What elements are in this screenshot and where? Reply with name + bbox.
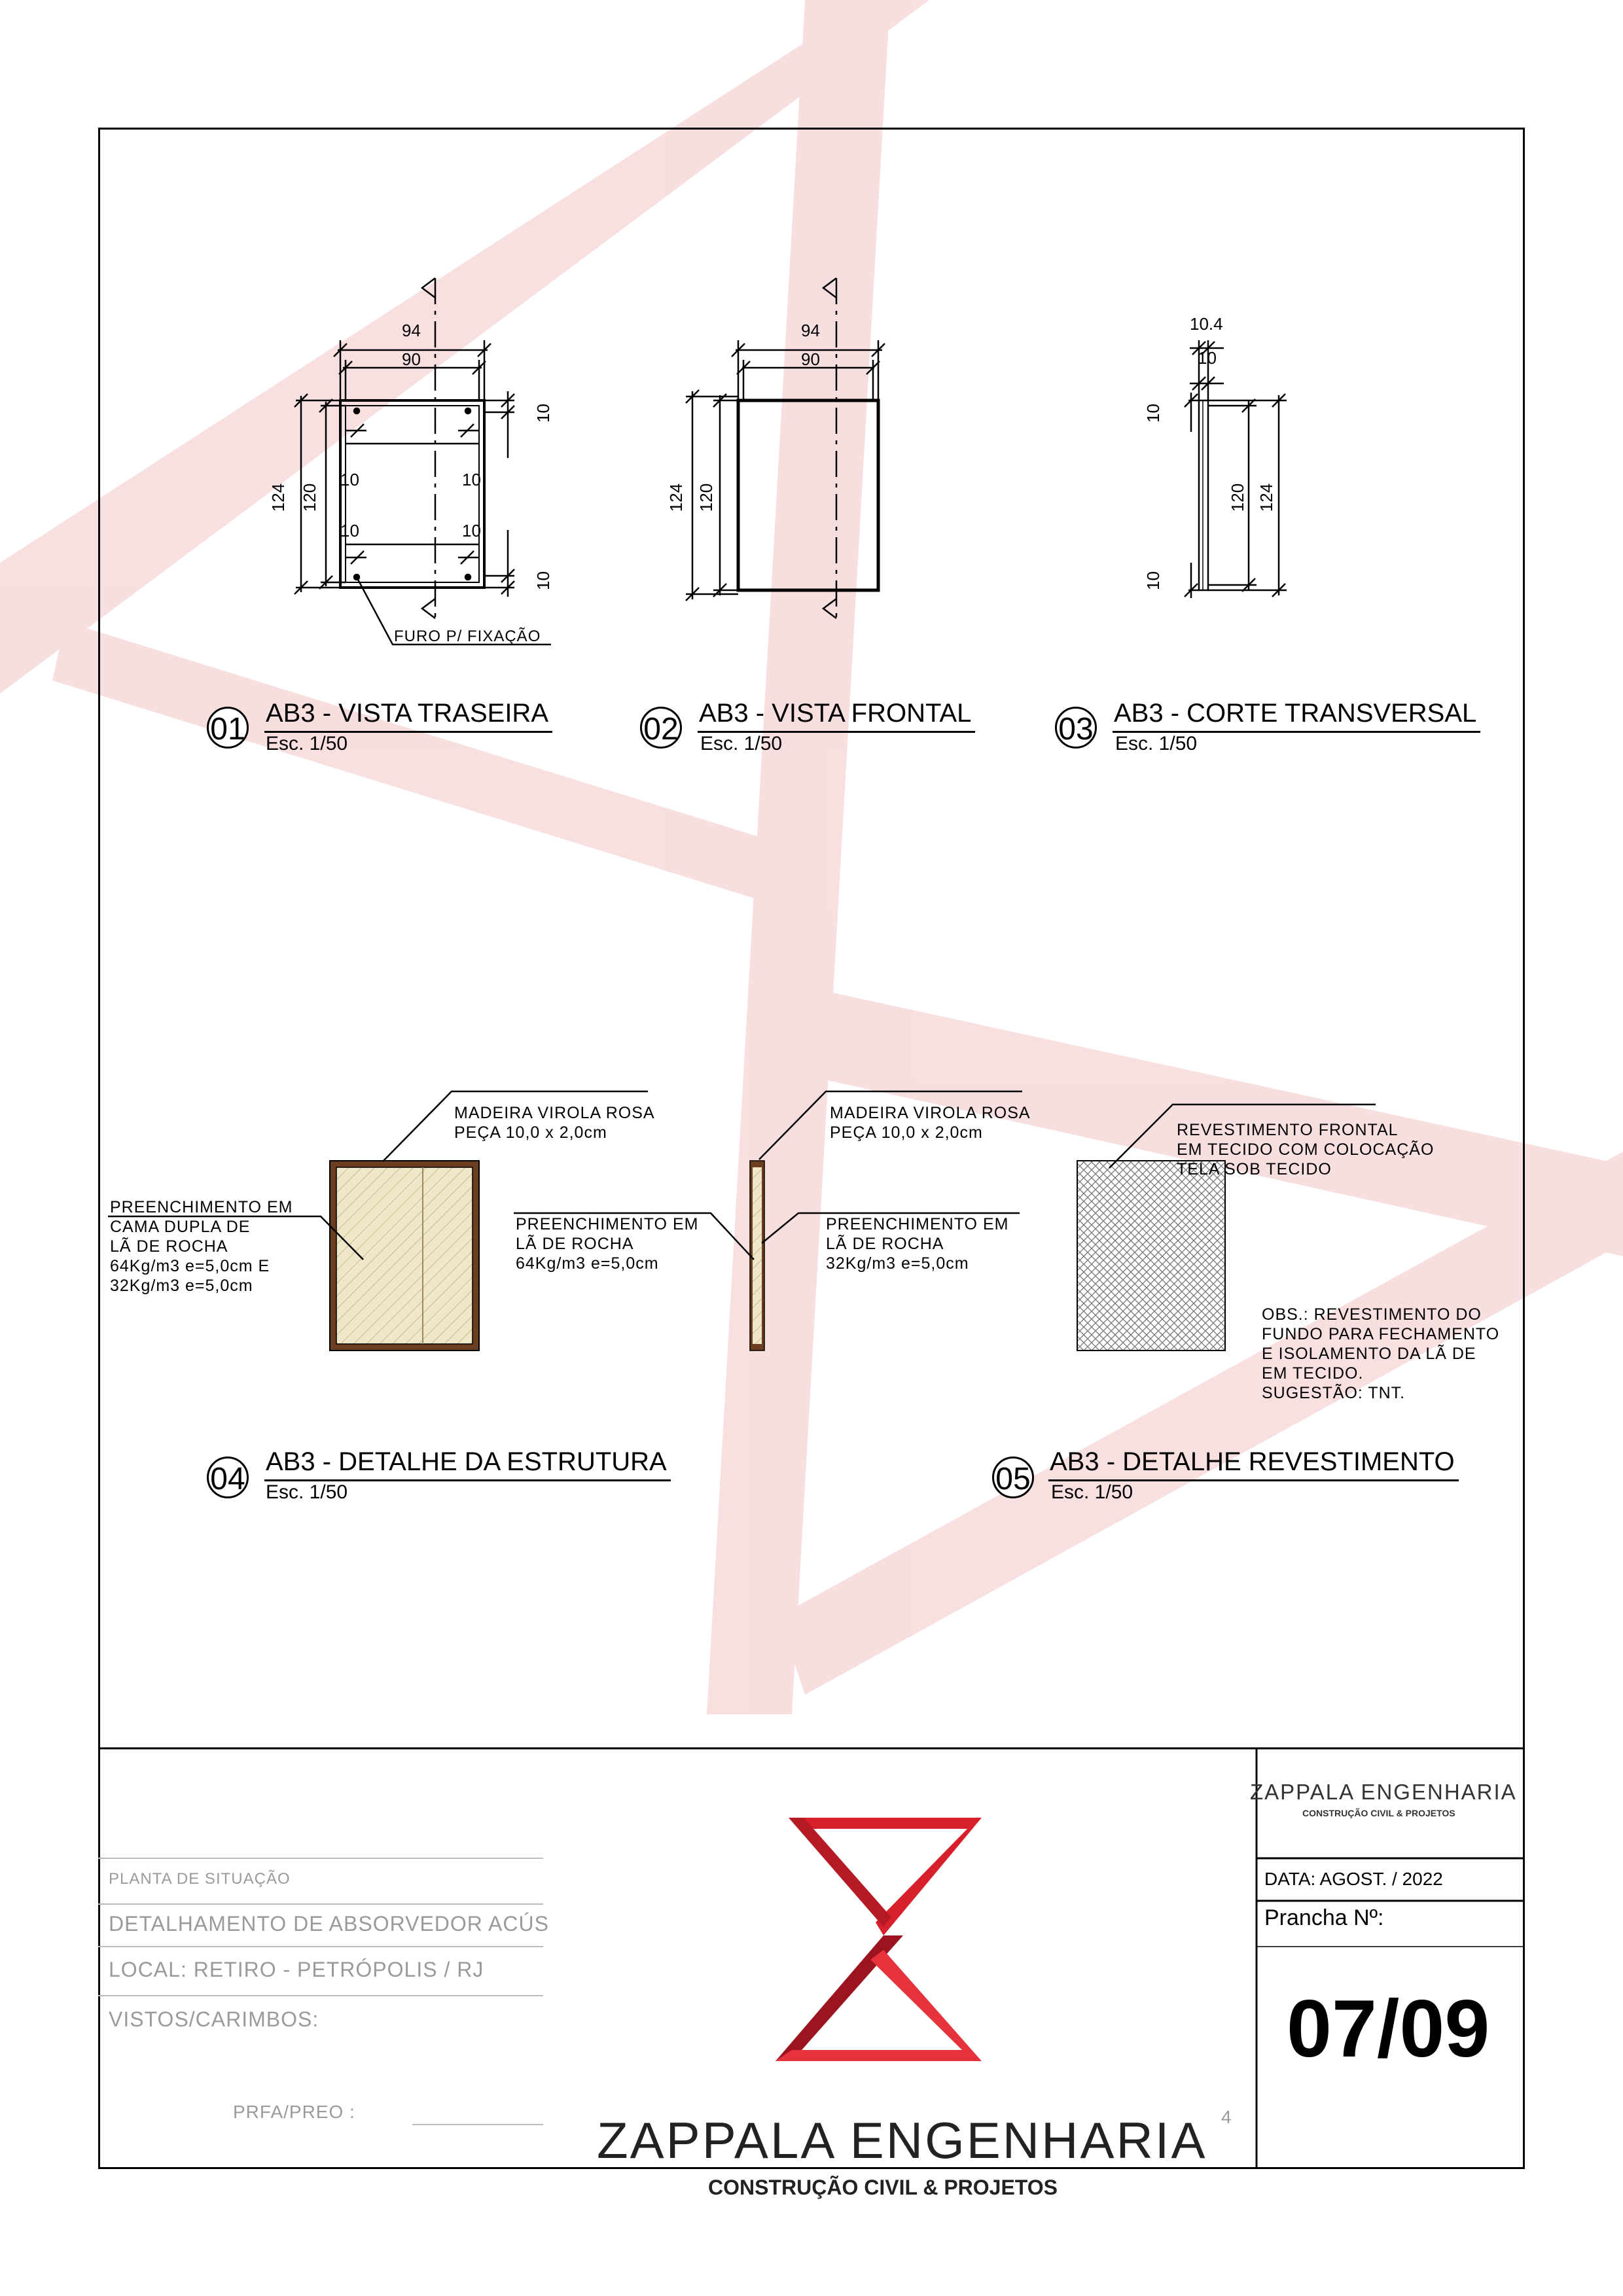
tb-local-label: LOCAL: RETIRO - PETRÓPOLIS / RJ	[109, 1958, 484, 1981]
view-03-title: AB3 - CORTE TRANSVERSAL	[1113, 699, 1480, 733]
brand-logo-name: ZAPPALA ENGENHARIA	[597, 2111, 1207, 2169]
tb-prefa-label: PRFA/PREO :	[233, 2102, 355, 2122]
v01-dim-bottom-margin: 10	[533, 571, 553, 590]
view-01-scale: Esc. 1/50	[266, 733, 348, 754]
v03-dim-t-inner: 10	[1198, 348, 1217, 368]
view-05-number: 05	[992, 1457, 1034, 1498]
v01-dim-w-outer: 94	[402, 321, 421, 340]
v01-dim-w-inner: 90	[402, 349, 421, 369]
view-03-scale: Esc. 1/50	[1115, 733, 1198, 754]
v01-dim-left-b: 10	[340, 521, 359, 540]
v03-dim-h-inner: 120	[1228, 483, 1248, 512]
view-01-drawing	[294, 278, 551, 645]
v03-dim-bottom: 10	[1143, 571, 1163, 590]
v03-dim-t-outer: 10.4	[1190, 314, 1223, 334]
tb-prancha-value: 07/09	[1287, 1984, 1490, 2074]
v01-dim-right-a: 10	[462, 470, 481, 489]
v03-dim-h-outer: 124	[1257, 483, 1277, 512]
note-04-fill: PREENCHIMENTO EM CAMA DUPLA DE LÃ DE ROCHA 64Kg/m3 e=5,0cm E 32Kg/m3 e=5,0cm	[110, 1198, 293, 1295]
view-01-title: AB3 - VISTA TRASEIRA	[264, 699, 552, 733]
v01-dim-h-outer: 124	[268, 483, 289, 512]
note-04-wood-b: MADEIRA VIROLA ROSA PEÇA 10,0 x 2,0cm	[830, 1104, 1031, 1142]
note-05-obs: OBS.: REVESTIMENTO DO FUNDO PARA FECHAMENTO E ISOLAMENTO DA LÃ DE EM TECIDO. SUGESTÃO: TNT.	[1262, 1305, 1500, 1402]
tb-prancha-label: Prancha Nº:	[1264, 1905, 1384, 1930]
v01-hole-label: FURO P/ FIXAÇÃO	[394, 627, 541, 645]
v02-dim-h-inner: 120	[696, 483, 717, 512]
v02-dim-w-outer: 94	[801, 321, 820, 340]
v01-dim-right-b: 10	[462, 521, 481, 540]
tb-stray-number: 4	[1221, 2107, 1232, 2127]
view-05-scale: Esc. 1/50	[1051, 1481, 1133, 1503]
view-03-number: 03	[1055, 707, 1097, 749]
note-04-wood: MADEIRA VIROLA ROSA PEÇA 10,0 x 2,0cm	[454, 1104, 655, 1142]
v02-dim-h-outer: 124	[666, 483, 687, 512]
view-04-number: 04	[207, 1457, 249, 1498]
brand-logo-tagline: CONSTRUÇÃO CIVIL & PROJETOS	[708, 2176, 1058, 2199]
note-04-fill-c: PREENCHIMENTO EM LÃ DE ROCHA 32Kg/m3 e=5,0cm	[826, 1215, 1009, 1273]
view-04-title: AB3 - DETALHE DA ESTRUTURA	[264, 1447, 671, 1481]
v01-dim-h-inner: 120	[300, 483, 320, 512]
tb-vistos-label: VISTOS/CARIMBOS:	[109, 2007, 319, 2031]
v01-dim-top-margin: 10	[533, 404, 553, 423]
tb-small-logo-tagline: CONSTRUÇÃO CIVIL & PROJETOS	[1302, 1808, 1455, 1818]
view-03-drawing	[1185, 340, 1287, 598]
tb-small-logo-name: ZAPPALA ENGENHARIA	[1250, 1780, 1517, 1804]
note-04-fill-b: PREENCHIMENTO EM LÃ DE ROCHA 64Kg/m3 e=5,0cm	[516, 1215, 699, 1273]
v02-dim-w-inner: 90	[801, 349, 820, 369]
view-02-drawing	[686, 278, 885, 618]
tb-data: DATA: AGOST. / 2022	[1264, 1869, 1443, 1889]
brand-logo-mark	[776, 1818, 982, 2061]
v01-dim-left-a: 10	[340, 470, 359, 489]
view-02-number: 02	[640, 707, 682, 749]
view-02-scale: Esc. 1/50	[700, 733, 783, 754]
view-02-title: AB3 - VISTA FRONTAL	[698, 699, 975, 733]
tb-planta-label: PLANTA DE SITUAÇÃO	[109, 1870, 291, 1888]
note-05-revestimento: REVESTIMENTO FRONTAL EM TECIDO COM COLOCAÇÃO TELA SOB TECIDO	[1177, 1121, 1435, 1178]
tb-detalhamento-label: DETALHAMENTO DE ABSORVEDOR ACÚS	[109, 1912, 549, 1935]
view-01-number: 01	[207, 707, 249, 749]
v03-dim-top: 10	[1143, 404, 1163, 423]
view-05-title: AB3 - DETALHE REVESTIMENTO	[1048, 1447, 1459, 1481]
view-04-scale: Esc. 1/50	[266, 1481, 348, 1503]
